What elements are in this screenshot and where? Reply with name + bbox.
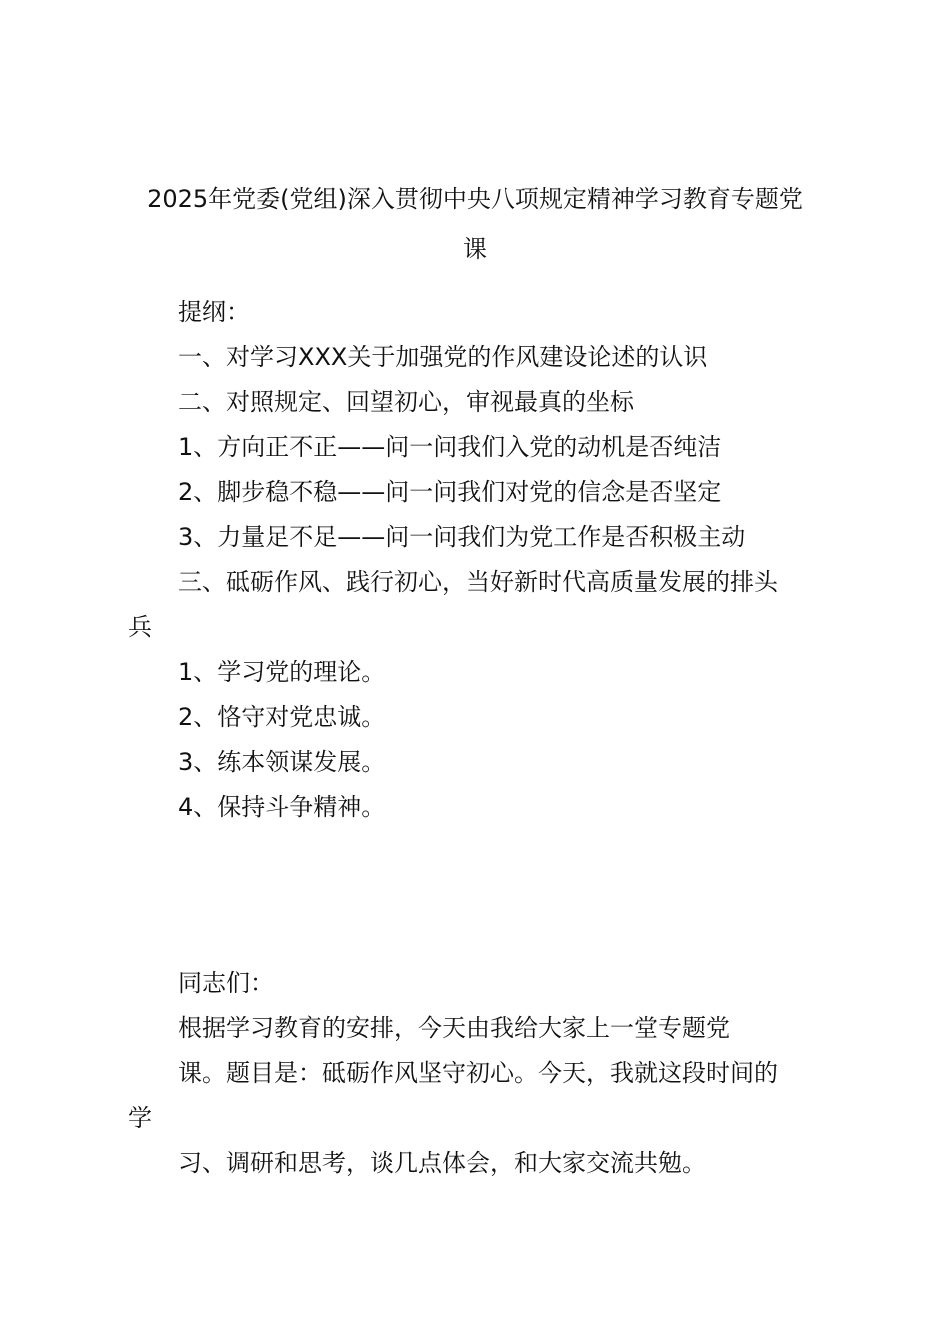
body-line-1: 根据学习教育的安排，今天由我给大家上一堂专题党 xyxy=(178,1014,730,1042)
outline-item-9: 3、练本领谋发展。 xyxy=(178,748,386,776)
body-line-3: 学 xyxy=(128,1104,152,1132)
document-title-line-2: 课 xyxy=(463,235,487,263)
outline-item-3: 1、方向正不正——问一问我们入党的动机是否纯洁 xyxy=(178,433,722,461)
greeting: 同志们： xyxy=(178,969,274,997)
outline-item-8: 2、恪守对党忠诚。 xyxy=(178,703,386,731)
outline-item-6-continued: 兵 xyxy=(128,613,152,641)
outline-item-1: 一、对学习XXX关于加强党的作风建设论述的认识 xyxy=(178,343,708,371)
body-line-4: 习、调研和思考，谈几点体会，和大家交流共勉。 xyxy=(178,1149,706,1177)
outline-item-7: 1、学习党的理论。 xyxy=(178,658,386,686)
outline-item-5: 3、力量足不足——问一问我们为党工作是否积极主动 xyxy=(178,523,746,551)
outline-item-4: 2、脚步稳不稳——问一问我们对党的信念是否坚定 xyxy=(178,478,722,506)
outline-item-2: 二、对照规定、回望初心，审视最真的坐标 xyxy=(178,388,634,416)
body-line-2: 课。题目是：砥砺作风坚守初心。今天，我就这段时间的 xyxy=(178,1059,778,1087)
outline-item-6: 三、砥砺作风、践行初心，当好新时代高质量发展的排头 xyxy=(178,568,778,596)
document-title-line-1: 2025年党委(党组)深入贯彻中央八项规定精神学习教育专题党 xyxy=(147,185,803,213)
outline-label: 提纲： xyxy=(178,298,250,326)
outline-item-10: 4、保持斗争精神。 xyxy=(178,793,386,821)
